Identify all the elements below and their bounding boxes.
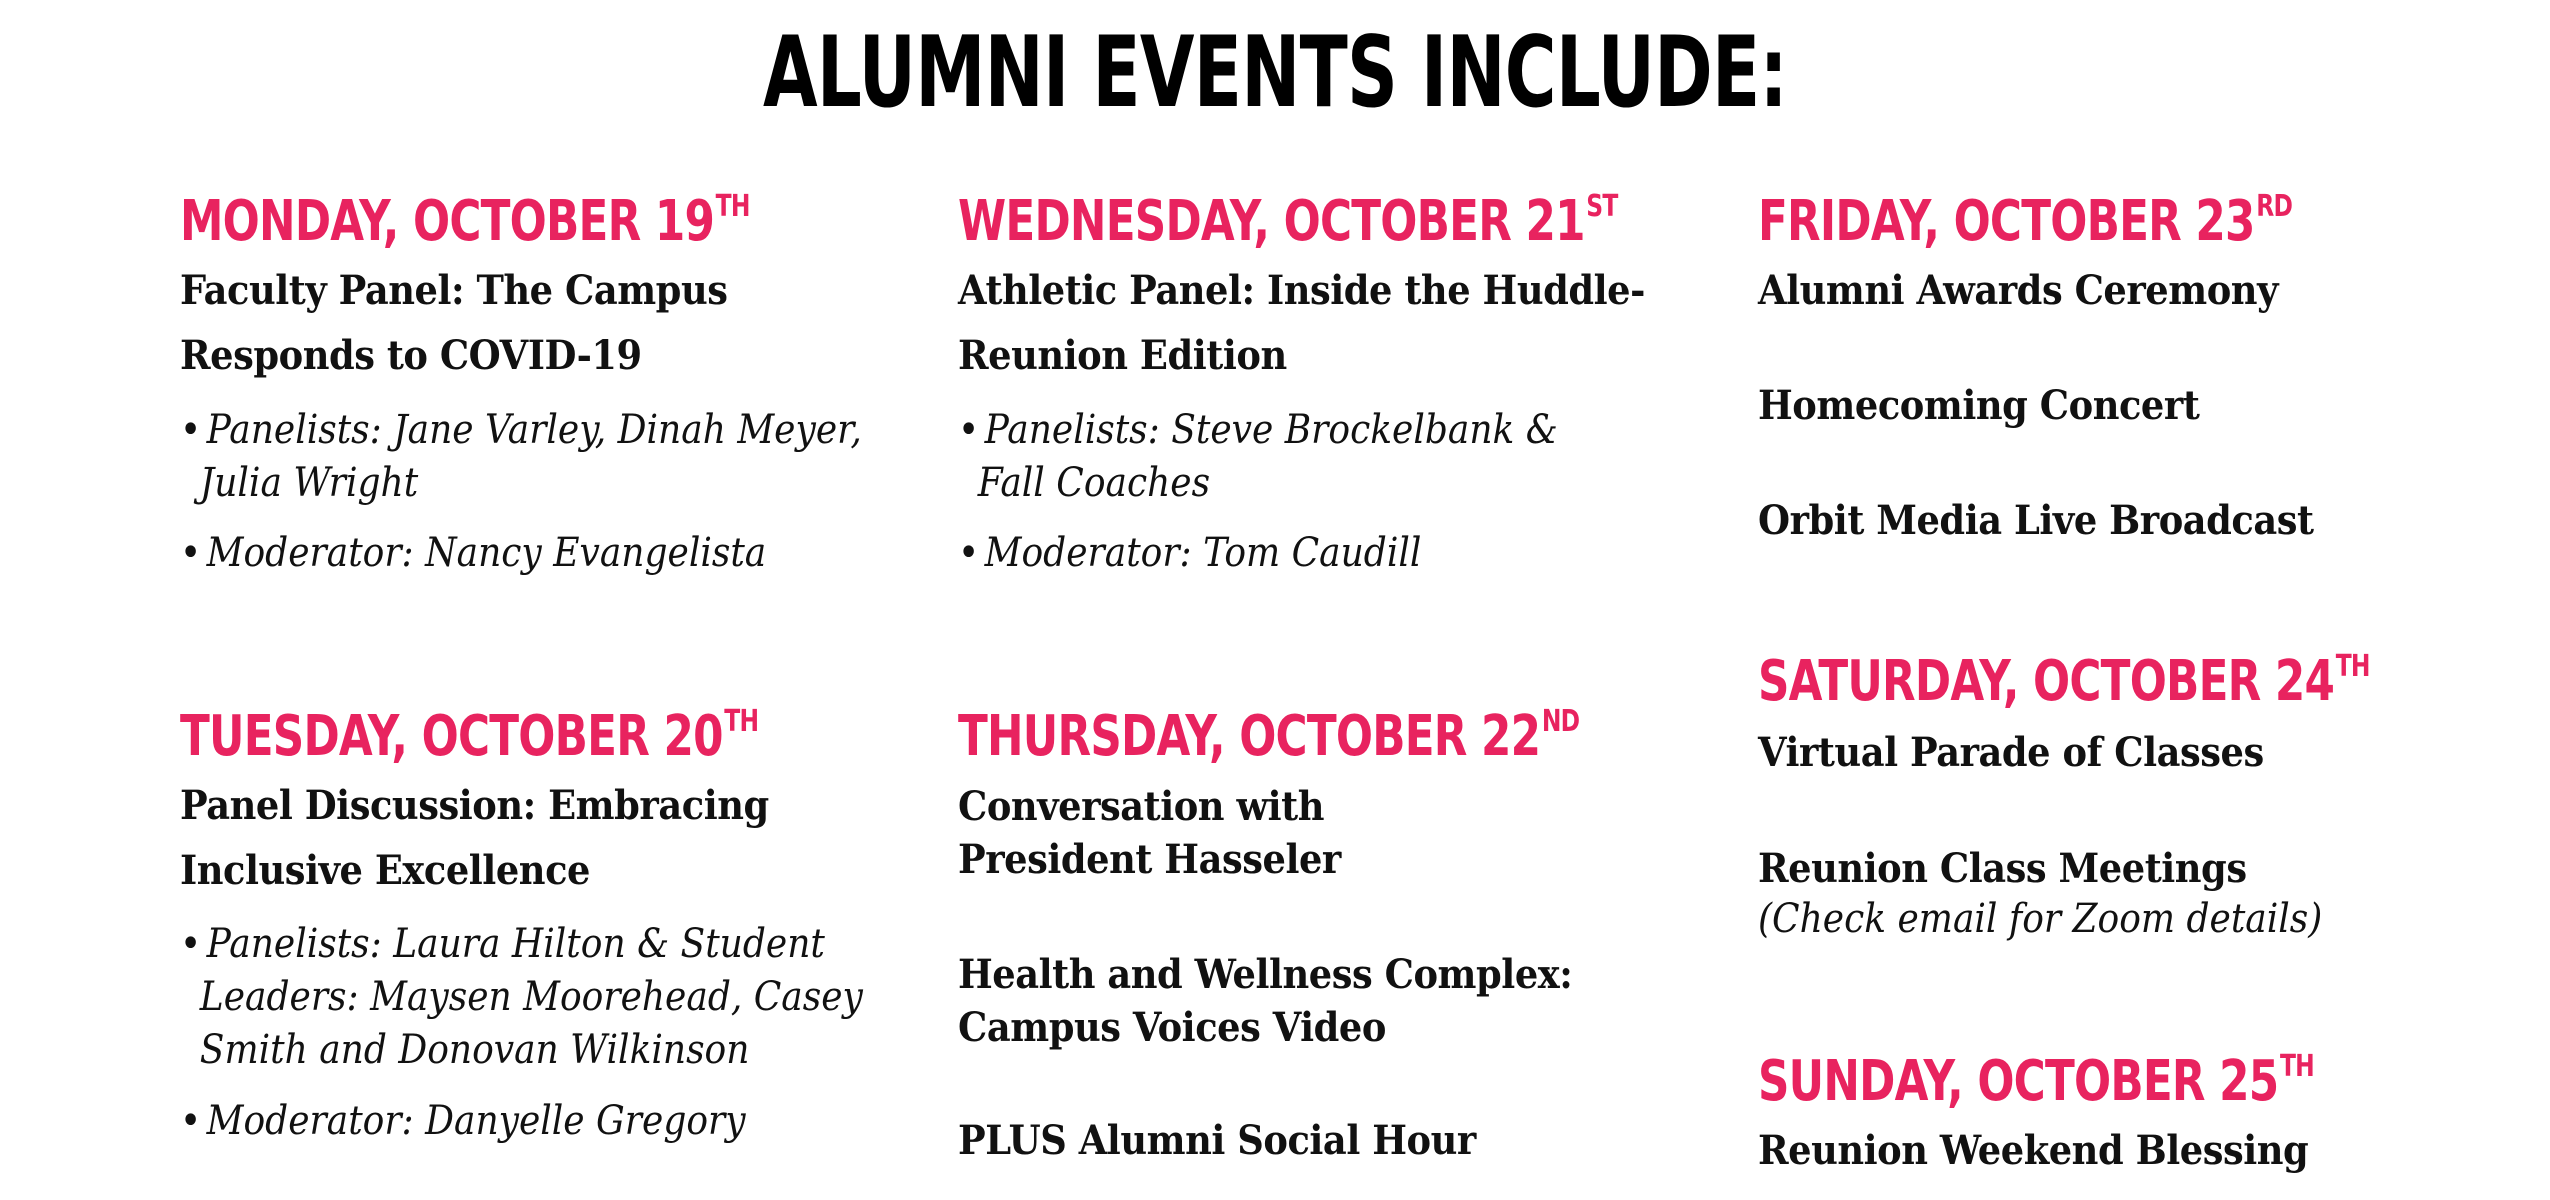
event-title-panel-discussion: Panel Discussion: Embracing Inclusive Excellence (180, 782, 769, 894)
moderator-monday: • Moderator: Nancy Evangelista (180, 530, 767, 576)
day-heading-tuesday: TUESDAY, OCTOBER 20TH (180, 704, 759, 769)
event-title-conversation: Conversation with President Hasseler (958, 783, 1341, 883)
event-title-faculty-panel: Faculty Panel: The Campus Responds to COVID-19 (180, 267, 728, 379)
event-title-broadcast: Orbit Media Live Broadcast (1758, 497, 2314, 544)
day-heading-friday: FRIDAY, OCTOBER 23RD (1758, 189, 2293, 254)
panelists-wednesday: • Panelists: Steve Brockelbank & Fall Coaches (958, 407, 1558, 506)
day-heading-thursday: THURSDAY, OCTOBER 22ND (958, 704, 1580, 769)
moderator-tuesday: • Moderator: Danyelle Gregory (180, 1098, 746, 1144)
panelists-monday: • Panelists: Jane Varley, Dinah Meyer, Julia Wright (180, 407, 862, 506)
day-heading-wednesday: WEDNESDAY, OCTOBER 21ST (958, 189, 1618, 254)
panelists-tuesday: • Panelists: Laura Hilton & Student Leaders: Maysen Moorehead, Casey Smith and Donovan Wilkinson (180, 921, 863, 1073)
moderator-wednesday: • Moderator: Tom Caudill (958, 530, 1422, 576)
zoom-note: (Check email for Zoom details) (1758, 896, 2323, 942)
event-title-social-hour: PLUS Alumni Social Hour (958, 1117, 1476, 1164)
event-title-health-wellness: Health and Wellness Complex: Campus Voices Video (958, 951, 1573, 1051)
day-heading-saturday: SATURDAY, OCTOBER 24TH (1758, 649, 2370, 714)
event-title-class-meetings: Reunion Class Meetings (1758, 845, 2247, 892)
day-heading-sunday: SUNDAY, OCTOBER 25TH (1758, 1049, 2314, 1114)
event-title-parade: Virtual Parade of Classes (1758, 729, 2264, 776)
event-title-blessing: Reunion Weekend Blessing (1758, 1127, 2309, 1174)
page-title: ALUMNI EVENTS INCLUDE: (763, 16, 1787, 130)
event-title-awards: Alumni Awards Ceremony (1758, 267, 2279, 314)
event-title-concert: Homecoming Concert (1758, 382, 2200, 429)
day-heading-monday: MONDAY, OCTOBER 19TH (180, 189, 750, 254)
event-title-athletic-panel: Athletic Panel: Inside the Huddle- Reunion Edition (958, 267, 1645, 379)
